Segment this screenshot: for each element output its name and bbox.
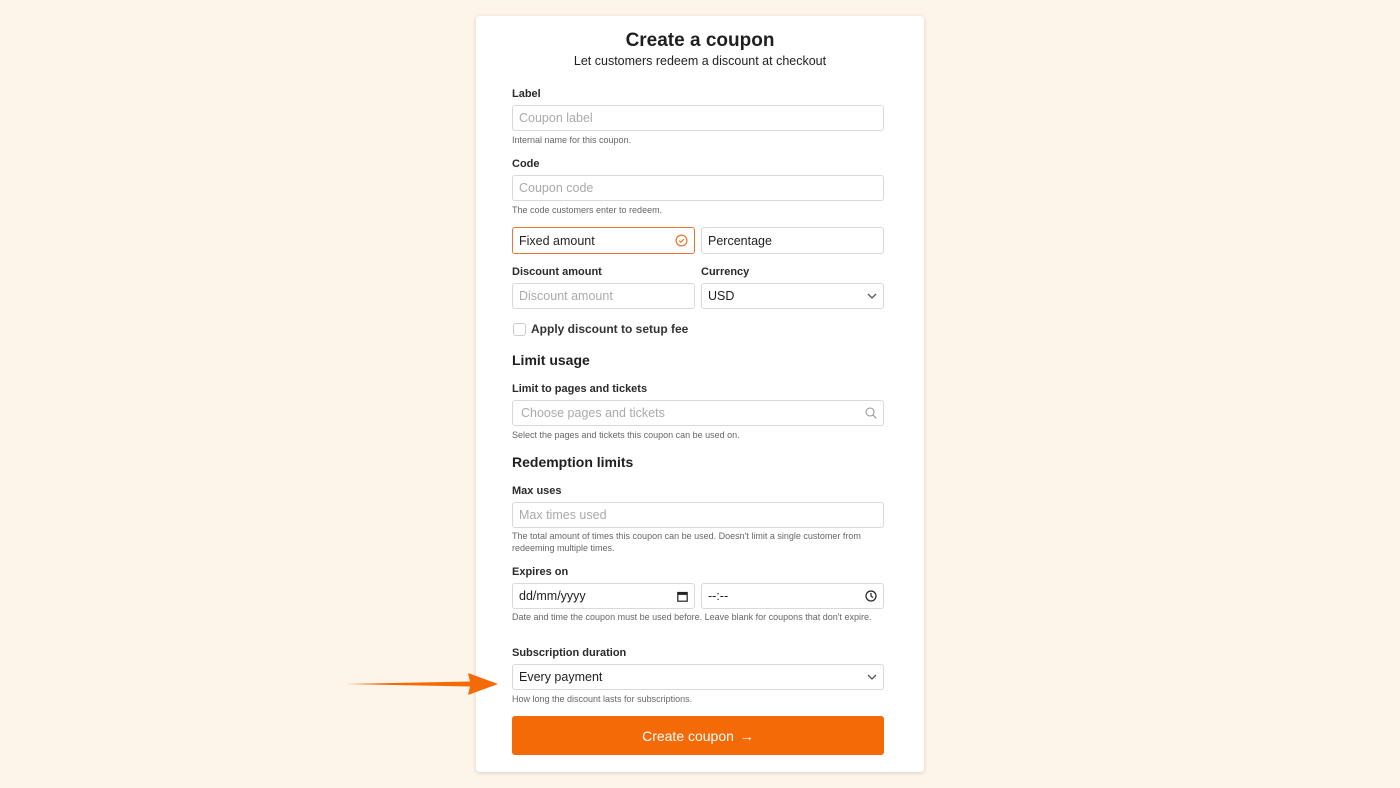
chevron-down-icon [867, 293, 877, 299]
label-input[interactable] [512, 105, 884, 131]
currency-label: Currency [701, 266, 750, 278]
subscription-duration-label: Subscription duration [512, 647, 627, 659]
page-title: Create a coupon [625, 30, 775, 51]
fixed-amount-label: Fixed amount [519, 233, 595, 248]
redemption-limits-heading: Redemption limits [512, 454, 634, 470]
label-field-label: Label [512, 88, 541, 100]
max-uses-placeholder: Max times used [519, 508, 607, 522]
arrow-right-icon: → [739, 727, 754, 744]
limit-pages-label: Limit to pages and tickets [512, 383, 648, 395]
page-subtitle: Let customers redeem a discount at checkout [573, 54, 827, 68]
calendar-icon[interactable] [677, 591, 688, 602]
pages-tickets-placeholder: Choose pages and tickets [521, 406, 665, 420]
fixed-amount-option[interactable] [512, 227, 695, 254]
code-help: The code customers enter to redeem. [512, 205, 663, 215]
percentage-label: Percentage [708, 233, 772, 248]
limit-pages-help: Select the pages and tickets this coupon can be used on. [512, 430, 740, 440]
chevron-down-icon [867, 674, 877, 680]
create-coupon-label: Create coupon [642, 727, 734, 744]
expires-on-label: Expires on [512, 566, 569, 578]
code-placeholder: Coupon code [519, 181, 594, 195]
pages-tickets-search[interactable] [512, 400, 884, 426]
code-input[interactable] [512, 175, 884, 201]
discount-amount-placeholder: Discount amount [519, 289, 613, 303]
create-coupon-card [476, 16, 924, 772]
code-field-label: Code [512, 158, 540, 170]
expires-help: Date and time the coupon must be used before. Leave blank for coupons that don't expire. [512, 612, 872, 622]
subscription-duration-select[interactable] [512, 664, 884, 690]
setup-fee-label[interactable]: Apply discount to setup fee [531, 322, 689, 336]
max-uses-input[interactable] [512, 502, 884, 528]
clock-icon[interactable] [865, 590, 877, 602]
discount-amount-input[interactable] [512, 283, 695, 309]
search-icon [865, 407, 877, 419]
create-coupon-button[interactable] [512, 716, 884, 755]
max-uses-help: The total amount of times this coupon can be used. Doesn't limit a single customer from redeeming multiple times. [512, 531, 861, 553]
subscription-duration-help: How long the discount lasts for subscriptions. [512, 694, 693, 704]
check-circle-icon [675, 234, 688, 247]
setup-fee-checkbox[interactable] [513, 323, 526, 336]
expiry-time-input[interactable] [701, 583, 884, 609]
date-value: dd/mm/yyyy [519, 589, 586, 603]
percentage-option[interactable] [701, 227, 884, 254]
time-value: --:-- [708, 589, 729, 603]
currency-value: USD [708, 289, 735, 303]
limit-usage-heading: Limit usage [512, 352, 590, 368]
label-help: Internal name for this coupon. [512, 135, 632, 145]
expiry-date-input[interactable] [512, 583, 695, 609]
label-placeholder: Coupon label [519, 111, 593, 125]
pointer-arrow-icon [344, 670, 500, 698]
discount-amount-label: Discount amount [512, 266, 602, 278]
subscription-duration-value: Every payment [519, 670, 603, 684]
currency-select[interactable] [701, 283, 884, 309]
max-uses-label: Max uses [512, 485, 562, 497]
